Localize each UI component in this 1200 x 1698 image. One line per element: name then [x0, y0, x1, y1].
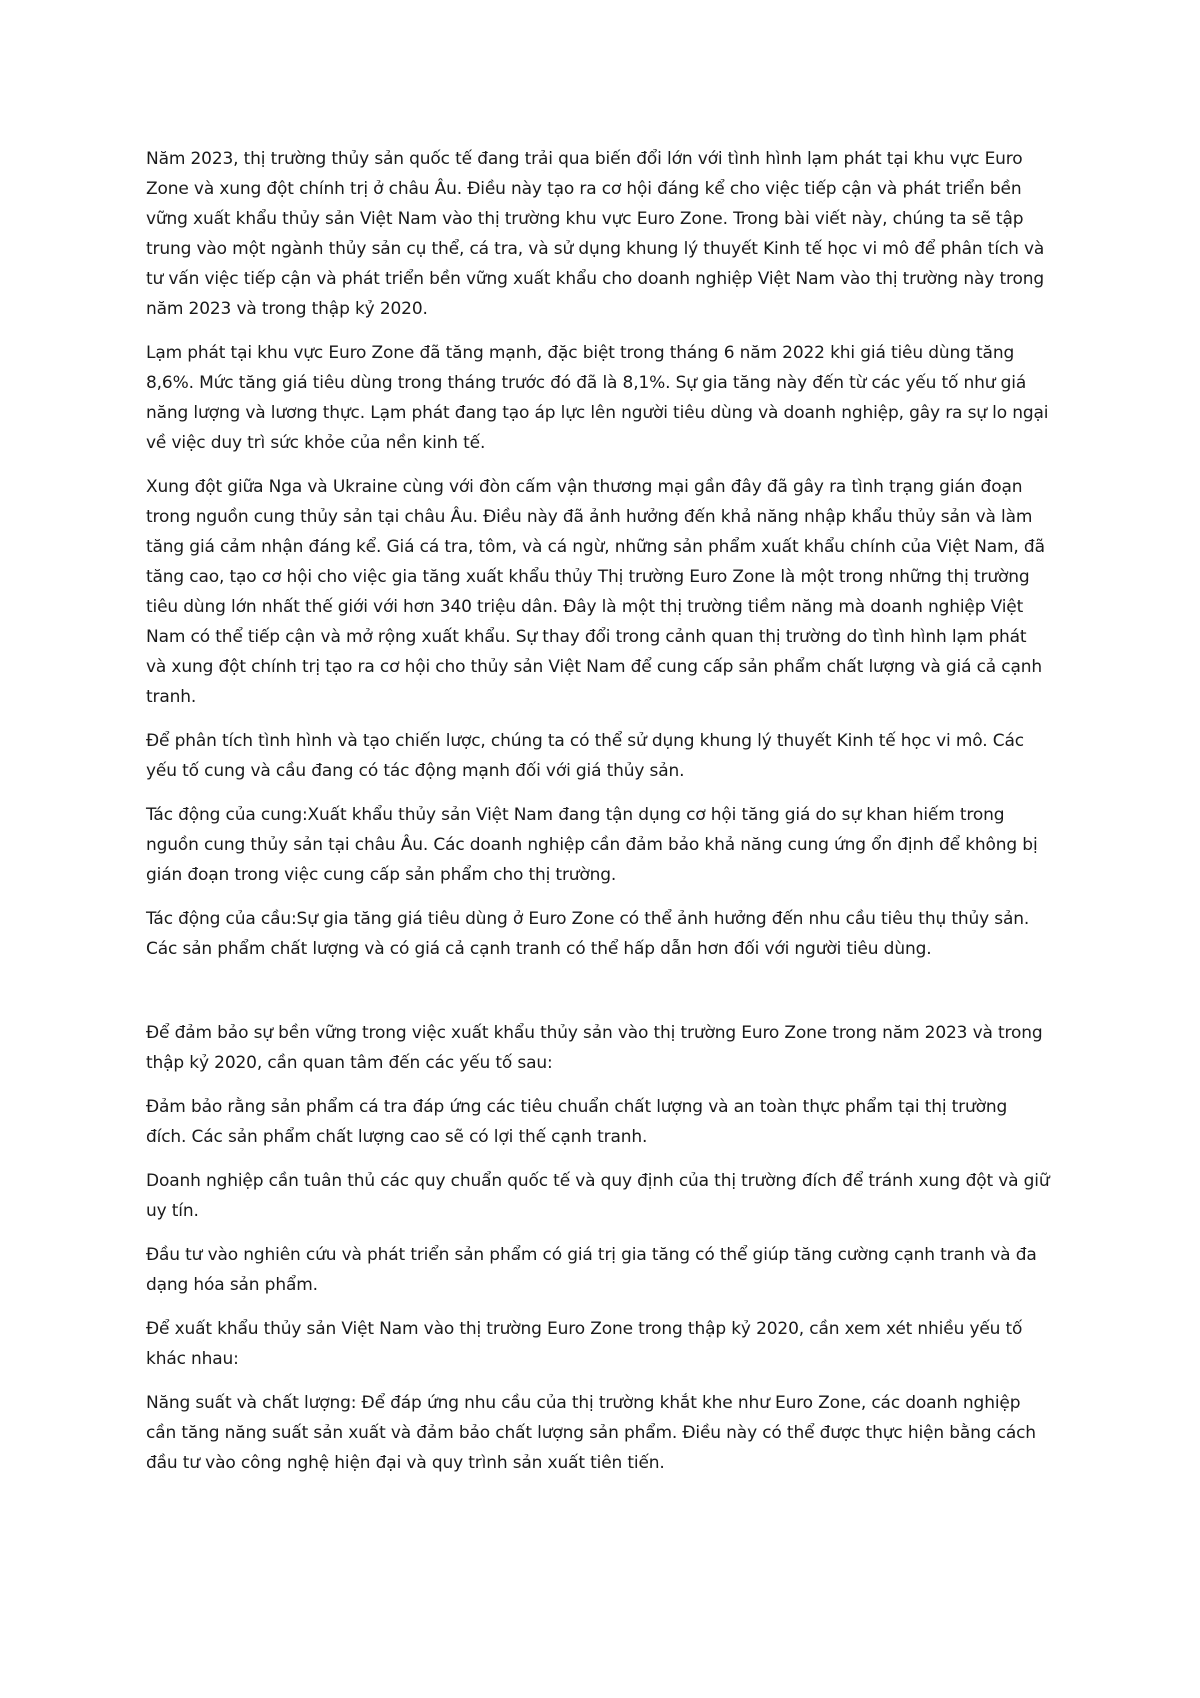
- paragraph-export-factors: Để xuất khẩu thủy sản Việt Nam vào thị trường Euro Zone trong thập kỷ 2020, cần xem xét nhiều yếu tố khác nhau:: [146, 1319, 1023, 1369]
- paragraph-analysis: Để phân tích tình hình và tạo chiến lược, chúng ta có thể sử dụng khung lý thuyết Kinh tế học vi mô. Các yếu tố cung và cầu đang có tác động mạnh đối với giá thủy sản.: [146, 731, 1024, 781]
- paragraph-inflation: Lạm phát tại khu vực Euro Zone đã tăng mạnh, đặc biệt trong tháng 6 năm 2022 khi giá tiêu dùng tăng 8,6%. Mức tăng giá tiêu dùng trong tháng trước đó đã là 8,1%. Sự gia tăng này đến từ các yếu tố như giá năng lượng và lương thực. Lạm phát đang tạo áp lực lên người tiêu dùng và doanh nghiệp, gây ra sự lo ngại về việc duy trì sức khỏe của nền kinh tế.: [146, 343, 1049, 453]
- paragraph-conflict: Xung đột giữa Nga và Ukraine cùng với đòn cấm vận thương mại gần đây đã gây ra tình trạng gián đoạn trong nguồn cung thủy sản tại châu Âu. Điều này đã ảnh hưởng đến khả năng nhập khẩu thủy sản và làm tăng giá cảm nhận đáng kể. Giá cá tra, tôm, và cá ngừ, những sản phẩm xuất khẩu chính của Việt Nam, đã tăng cao, tạo cơ hội cho việc gia tăng xuất khẩu thủy Thị trường Euro Zone là một trong những thị trường tiêu dùng lớn nhất thế giới với hơn 340 triệu dân. Đây là một thị trường tiềm năng mà doanh nghiệp Việt Nam có thể tiếp cận và mở rộng xuất khẩu. Sự thay đổi trong cảnh quan thị trường do tình hình lạm phát và xung đột chính trị tạo ra cơ hội cho thủy sản Việt Nam để cung cấp sản phẩm chất lượng và giá cả cạnh tranh.: [146, 477, 1045, 707]
- paragraph-demand-impact: Tác động của cầu:Sự gia tăng giá tiêu dùng ở Euro Zone có thể ảnh hưởng đến nhu cầu tiêu thụ thủy sản. Các sản phẩm chất lượng và có giá cả cạnh tranh có thể hấp dẫn hơn đối với người tiêu dùng.: [146, 909, 1030, 959]
- paragraph-quality-standards: Đảm bảo rằng sản phẩm cá tra đáp ứng các tiêu chuẩn chất lượng và an toàn thực phẩm tại thị trường đích. Các sản phẩm chất lượng cao sẽ có lợi thế cạnh tranh.: [146, 1097, 1008, 1147]
- paragraph-sustainability: Để đảm bảo sự bền vững trong việc xuất khẩu thủy sản vào thị trường Euro Zone trong năm 2023 và trong thập kỷ 2020, cần quan tâm đến các yếu tố sau:: [146, 1023, 1043, 1073]
- paragraph-productivity-quality: Năng suất và chất lượng: Để đáp ứng nhu cầu của thị trường khắt khe như Euro Zone, các doanh nghiệp cần tăng năng suất sản xuất và đảm bảo chất lượng sản phẩm. Điều này có thể được thực hiện bằng cách đầu tư vào công nghệ hiện đại và quy trình sản xuất tiên tiến.: [146, 1393, 1036, 1473]
- paragraph-rnd-investment: Đầu tư vào nghiên cứu và phát triển sản phẩm có giá trị gia tăng có thể giúp tăng cường cạnh tranh và đa dạng hóa sản phẩm.: [146, 1245, 1037, 1295]
- paragraph-supply-impact: Tác động của cung:Xuất khẩu thủy sản Việt Nam đang tận dụng cơ hội tăng giá do sự khan hiếm trong nguồn cung thủy sản tại châu Âu. Các doanh nghiệp cần đảm bảo khả năng cung ứng ổn định để không bị gián đoạn trong việc cung cấp sản phẩm cho thị trường.: [146, 805, 1038, 885]
- paragraph-intro: Năm 2023, thị trường thủy sản quốc tế đang trải qua biến đổi lớn với tình hình lạm phát tại khu vực Euro Zone và xung đột chính trị ở châu Âu. Điều này tạo ra cơ hội đáng kể cho việc tiếp cận và phát triển bền vững xuất khẩu thủy sản Việt Nam vào thị trường khu vực Euro Zone. Trong bài viết này, chúng ta sẽ tập trung vào một ngành thủy sản cụ thể, cá tra, và sử dụng khung lý thuyết Kinh tế học vi mô để phân tích và tư vấn việc tiếp cận và phát triển bền vững xuất khẩu cho doanh nghiệp Việt Nam vào thị trường này trong năm 2023 và trong thập kỷ 2020.: [146, 149, 1045, 319]
- document-body: [146, 144, 1051, 1492]
- paragraph-compliance: Doanh nghiệp cần tuân thủ các quy chuẩn quốc tế và quy định của thị trường đích để tránh xung đột và giữ uy tín.: [146, 1171, 1050, 1221]
